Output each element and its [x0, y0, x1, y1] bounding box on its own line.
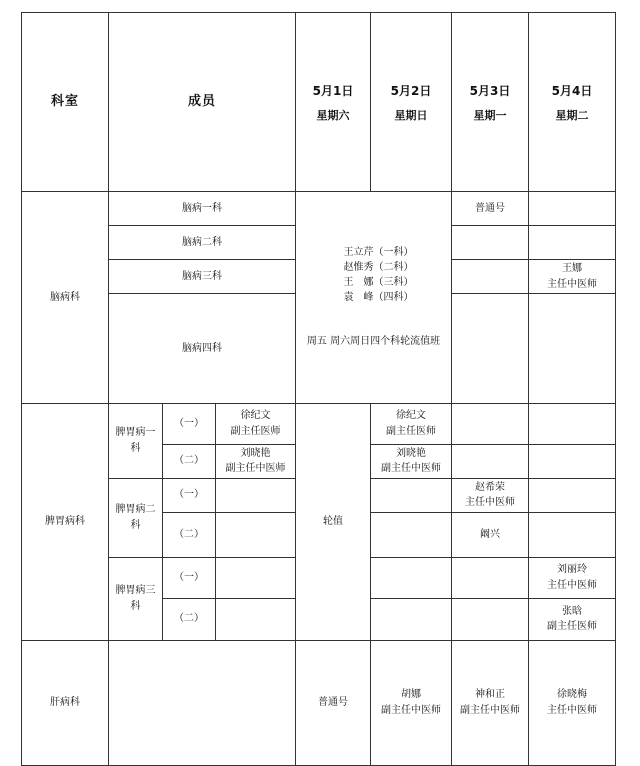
doctor-title: 副主任中医师 [381, 704, 442, 716]
rotation-line: 赵惟秀（二科） [343, 262, 414, 274]
doctor-title: 副主任医师 [230, 425, 281, 437]
spleen-3b-may3 [371, 598, 452, 640]
spleen-3b-may4 [452, 598, 529, 640]
spleen-row-1a [22, 403, 616, 444]
weekday-label: 星期六 [316, 109, 350, 122]
liver-row [22, 640, 616, 765]
doctor-name: 刘丽玲 [557, 564, 588, 575]
brain-1-may4 [529, 192, 616, 226]
doctor-name: 刘晓艳 [240, 447, 271, 459]
rotation-line: 袁 峰（四科） [343, 292, 414, 304]
liver-may2 [371, 640, 452, 765]
brain-3-may4 [529, 260, 616, 294]
brain-4-may4 [529, 294, 616, 404]
doctor-title: 副主任医师 [547, 621, 598, 632]
header-member: 成员 [109, 13, 296, 192]
date-label: 5月4日 [551, 84, 593, 98]
duty-schedule-table [21, 12, 616, 766]
spleen-1b-may4 [452, 444, 529, 478]
spleen-2a-may3 [371, 478, 452, 512]
spleen-3a-may4 [452, 557, 529, 598]
weekday-label: 星期一 [473, 109, 507, 122]
spleen-may2-rotation: 轮值 [296, 403, 371, 640]
spleen-3a-may3 [371, 557, 452, 598]
doctor-title: 主任中医师 [547, 579, 598, 591]
doctor-name: 徐纪文 [240, 410, 271, 421]
spleen-1b-may5 [529, 444, 616, 478]
header-day-1 [296, 13, 371, 192]
brain-unit-4: 脑病四科 [109, 294, 296, 404]
brain-1-may3: 普通号 [452, 192, 529, 226]
header-day-3 [452, 13, 529, 192]
spleen-2a-may5 [529, 478, 616, 512]
spleen-2a-may1 [216, 478, 296, 512]
brain-2-may3 [452, 226, 529, 260]
doctor-title: 副主任中医师 [225, 463, 286, 474]
doctor-title: 副主任中医师 [381, 463, 442, 474]
brain-unit-3: 脑病三科 [109, 260, 296, 294]
doctor-title: 副主任中医师 [460, 704, 521, 716]
spleen-1b-may1 [216, 444, 296, 478]
doctor-title: 主任中医师 [465, 497, 516, 508]
spleen-group-3: 脾胃病三科 [109, 557, 163, 640]
doctor-name: 神和正 [475, 689, 506, 700]
header-day-4 [529, 13, 616, 192]
brain-rotation-list [344, 245, 414, 305]
brain-unit-1: 脑病一科 [109, 192, 296, 226]
doctor-name: 胡娜 [401, 689, 422, 700]
spleen-1a-may1 [216, 403, 296, 444]
spleen-3b-may5 [529, 598, 616, 640]
date-label: 5月1日 [312, 84, 354, 98]
doctor-name: 刘晓艳 [396, 447, 427, 459]
spleen-1a-may5 [529, 403, 616, 444]
spleen-sub-3b: （二） [163, 598, 216, 640]
brain-rotation-note [296, 192, 452, 404]
spleen-3a-may1 [216, 557, 296, 598]
doctor-title: 主任中医师 [547, 704, 598, 716]
header-day-2 [371, 13, 452, 192]
date-label: 5月3日 [469, 84, 511, 98]
liver-may1: 普通号 [296, 640, 371, 765]
doctor-title: 副主任医师 [386, 425, 437, 437]
spleen-1a-may4 [452, 403, 529, 444]
doctor-name: 张晗 [562, 605, 583, 617]
spleen-group-1: 脾胃病一科 [109, 403, 163, 478]
spleen-2b-may4: 阚兴 [452, 512, 529, 557]
liver-member [109, 640, 296, 765]
brain-unit-2: 脑病二科 [109, 226, 296, 260]
rotation-line: 王 娜（三科） [343, 277, 414, 289]
doctor-name: 徐纪文 [396, 410, 427, 421]
weekday-label: 星期二 [555, 109, 589, 122]
spleen-2b-may5 [529, 512, 616, 557]
dept-liver: 肝病科 [22, 640, 109, 765]
doctor-title: 主任中医师 [547, 278, 598, 290]
brain-4-may3 [452, 294, 529, 404]
rotation-footnote: 周五 周六周日四个科轮流值班 [306, 335, 441, 347]
liver-may3 [452, 640, 529, 765]
liver-may4 [529, 640, 616, 765]
dept-brain: 脑病科 [22, 192, 109, 404]
spleen-sub-1a: （一） [163, 403, 216, 444]
header-dept: 科室 [22, 13, 109, 192]
date-label: 5月2日 [390, 84, 432, 98]
weekday-label: 星期日 [394, 109, 428, 122]
spleen-2a-may4 [452, 478, 529, 512]
brain-3-may3 [452, 260, 529, 294]
spleen-sub-2a: （一） [163, 478, 216, 512]
spleen-1a-may3 [371, 403, 452, 444]
doctor-name: 赵希荣 [475, 481, 506, 493]
brain-2-may4 [529, 226, 616, 260]
header-row [22, 13, 616, 192]
rotation-line: 王立芹（一科） [343, 247, 414, 259]
dept-spleen: 脾胃病科 [22, 403, 109, 640]
spleen-2b-may3 [371, 512, 452, 557]
brain-row-1 [22, 192, 616, 226]
spleen-group-2: 脾胃病二科 [109, 478, 163, 557]
spleen-3a-may5 [529, 557, 616, 598]
spleen-1b-may3 [371, 444, 452, 478]
spleen-sub-3a: （一） [163, 557, 216, 598]
spleen-sub-1b: （二） [163, 444, 216, 478]
doctor-name: 王娜 [562, 263, 583, 274]
spleen-2b-may1 [216, 512, 296, 557]
spleen-sub-2b: （二） [163, 512, 216, 557]
doctor-name: 徐晓梅 [557, 689, 588, 700]
spleen-3b-may1 [216, 598, 296, 640]
